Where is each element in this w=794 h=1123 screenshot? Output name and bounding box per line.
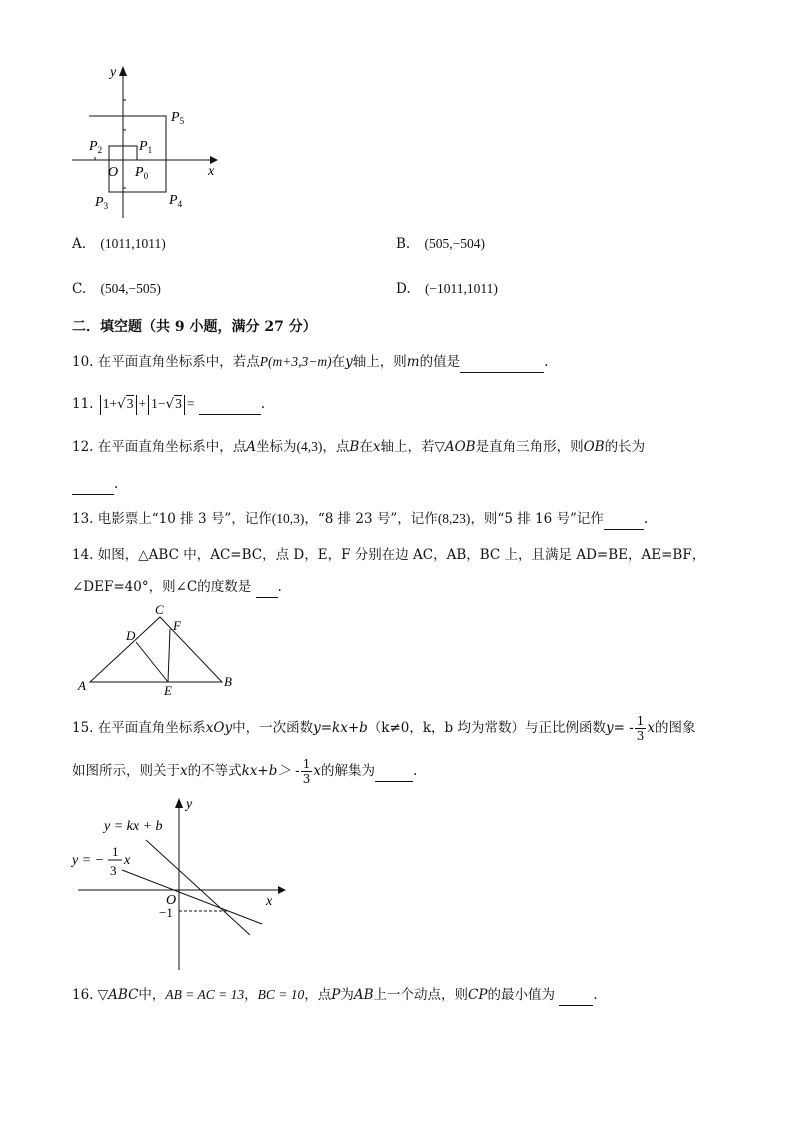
question-13: [72, 509, 648, 530]
q15-text-2: 中，一次函数: [232, 720, 314, 736]
label-p5: $P_5$: [171, 110, 185, 126]
q12-triangle: ▽AOB: [434, 439, 476, 455]
origin-label: O: [166, 893, 177, 908]
label-p1: $P_1$: [139, 139, 153, 155]
q15-text-3: （k≠0，k，b 均为常数）与正比例函数: [367, 720, 606, 736]
y-axis-label: y: [186, 797, 193, 812]
line-kx-plus-b-label: y = kx + b: [104, 819, 163, 834]
label-d: D: [126, 628, 136, 643]
question-15-line2: [72, 757, 417, 786]
label-p3: $P_3$: [95, 195, 109, 211]
q12-coord: (4,3): [296, 439, 323, 454]
question-14: [72, 545, 705, 565]
q14-line-1: 如图，△ABC 中，AC=BC，点 D，E，F 分别在边 AC，AB，BC 上，且满足 AD=BE，AE=BF，: [97, 547, 706, 563]
q11-answer-blank[interactable]: [199, 394, 261, 415]
q16-equation-1: AB = AC = 13: [165, 987, 245, 1002]
q15-text-6: 的不等式: [187, 763, 242, 779]
q14-answer-blank[interactable]: [256, 577, 278, 598]
q15-text-8: 的解集为: [321, 763, 375, 779]
q13-coord-1: (10,3): [271, 511, 305, 526]
abs-bar: [148, 395, 149, 415]
fraction-numerator: 1: [112, 844, 119, 859]
label-e: E: [164, 683, 172, 697]
question-11: 11. 1+√3 + 1−√3 = .: [72, 394, 265, 415]
q16-text-2: ，点: [304, 987, 332, 1003]
q11-sqrt-2: 3: [175, 396, 182, 411]
option-d-value: (−1011,1011): [424, 281, 498, 296]
q15-func-2: y= -: [605, 720, 634, 736]
question-10: [72, 352, 548, 373]
segment-ef: [168, 629, 170, 682]
q12-var-x: x: [372, 439, 381, 455]
q13-end: .: [643, 511, 649, 527]
label-f: F: [173, 618, 181, 633]
q10-var-m: m: [406, 354, 420, 370]
q15-text-4: 的图象: [655, 720, 696, 736]
q15-text-1: 在平面直角坐标系: [97, 720, 206, 736]
x-axis-label: x: [266, 894, 273, 909]
q12-text-2: 坐标为: [256, 439, 297, 455]
q13-answer-blank[interactable]: [604, 509, 644, 530]
option-a: [72, 234, 166, 254]
fraction-denominator: 3: [110, 863, 117, 878]
figure-triangle: [72, 602, 242, 697]
q12-text-4: 在: [359, 439, 373, 455]
option-b-value: (505,−504): [424, 236, 485, 251]
q15-end: .: [413, 763, 418, 779]
q14-number: 14.: [72, 547, 94, 563]
q12-end: .: [114, 476, 119, 492]
section-title: 二．填空题（共 9 小题，满分 27 分）: [72, 319, 317, 335]
q12-segment-ob: OB: [583, 439, 605, 455]
question-12-line2: [72, 474, 118, 495]
question-12: [72, 437, 645, 457]
line-neg-third-x: x: [124, 853, 131, 868]
q12-text-3: ，点: [322, 439, 350, 455]
segment-de: [136, 642, 168, 682]
option-a-label: A.: [72, 236, 87, 252]
q16-segment-cp: CP: [468, 987, 488, 1003]
q11-sqrt-1: 3: [126, 396, 134, 411]
option-b: [396, 234, 485, 254]
q10-number: 10.: [72, 354, 94, 370]
q11-number: 11.: [72, 396, 94, 412]
q15-xoy: xOy: [205, 720, 233, 736]
q11-expr-1: 1+: [102, 396, 118, 411]
q13-text-3: ，则“5 排 16 号”记作: [470, 511, 604, 527]
q16-comma: ，: [244, 987, 258, 1003]
q15-var-x: x: [180, 763, 188, 779]
q15-func-2-x: x: [647, 720, 656, 736]
option-b-label: B.: [396, 236, 411, 252]
x-axis-arrow: [210, 156, 218, 164]
abs-bar: [184, 395, 185, 415]
q10-text-4: 的值是: [419, 354, 461, 370]
q12-text-7: 的长为: [604, 439, 646, 455]
option-d: [396, 279, 498, 299]
fraction-denominator: 3: [636, 729, 645, 743]
question-15: [72, 714, 696, 743]
label-p0: $P_0$: [135, 165, 149, 181]
question-16: [72, 985, 598, 1006]
q12-point-a: A: [246, 439, 257, 455]
q12-number: 12.: [72, 439, 94, 455]
q15-inequality: kx+b＞ -: [241, 763, 300, 779]
fraction: [301, 757, 313, 786]
q15-func-1: y=kx+b: [313, 720, 368, 736]
q11-equals: =: [186, 396, 195, 411]
triangle-abc: [90, 617, 222, 682]
q14-end: .: [277, 579, 282, 595]
q10-text-1: 在平面直角坐标系中，若点: [97, 354, 260, 370]
q16-text-4: 上一个动点，则: [373, 987, 469, 1003]
fraction-numerator: 1: [636, 714, 645, 728]
q16-end: .: [593, 987, 598, 1003]
question-14-line2: [72, 577, 282, 598]
q11-end: .: [260, 396, 266, 412]
figure-point-spiral: [60, 60, 230, 220]
q12-text-5: 轴上，若: [380, 439, 435, 455]
q12-text-1: 在平面直角坐标系中，点: [97, 439, 247, 455]
q16-text-5: 的最小值为: [487, 987, 555, 1003]
q16-answer-blank[interactable]: [559, 985, 593, 1006]
fraction-numerator: 1: [302, 757, 311, 771]
line-neg-third-x: [122, 870, 262, 924]
q13-coord-2: (8,23): [437, 511, 471, 526]
q14-line-2: ∠DEF=40°，则∠C的度数是: [72, 579, 252, 595]
q16-equation-2: BC = 10: [257, 987, 305, 1002]
option-c-value: (504,−505): [100, 281, 161, 296]
q10-point: P(m+3,3−m): [259, 354, 332, 369]
fraction-denominator: 3: [302, 772, 311, 786]
line-neg-third-label: y = −: [72, 853, 105, 868]
label-p2: $P_2$: [89, 139, 103, 155]
q10-text-3: 轴上，则: [352, 354, 407, 370]
figure-linear-functions: [68, 792, 298, 972]
x-axis-arrow: [278, 886, 286, 894]
q10-text-2: 在: [331, 354, 346, 370]
q11-plus: +: [138, 396, 147, 411]
q16-number: 16.: [72, 987, 94, 1003]
y-axis-arrow: [175, 798, 183, 808]
label-c: C: [155, 602, 164, 617]
q16-point-p: P: [331, 987, 341, 1003]
minus-one-label: −1: [159, 905, 173, 920]
q12-answer-blank[interactable]: [72, 474, 114, 495]
label-a: A: [78, 678, 86, 693]
option-c-label: C.: [72, 281, 87, 297]
q16-segment-ab: AB: [353, 987, 374, 1003]
q15-ineq-x: x: [313, 763, 321, 779]
q11-expr-2: 1−: [151, 396, 166, 411]
q15-text-5: 如图所示，则关于: [72, 763, 180, 779]
q13-text-2: ，“8 排 23 号”，记作: [304, 511, 438, 527]
abs-bar: [100, 395, 101, 415]
q12-text-6: 是直角三角形，则: [475, 439, 584, 455]
q13-text-1: 电影票上“10 排 3 号”，记作: [97, 511, 272, 527]
q13-number: 13.: [72, 511, 94, 527]
q16-text-1: 中，: [138, 987, 166, 1003]
q15-answer-blank[interactable]: [375, 761, 413, 782]
y-axis-label: y: [110, 65, 117, 80]
x-axis-label: x: [208, 164, 215, 179]
y-axis-arrow: [119, 66, 127, 76]
q10-end: .: [544, 354, 549, 370]
q12-point-b: B: [349, 439, 360, 455]
line-kx-plus-b: [146, 840, 250, 935]
q16-text-3: 为: [340, 987, 354, 1003]
q10-var-y: y: [345, 354, 353, 370]
fraction: [635, 714, 647, 743]
q10-answer-blank[interactable]: [460, 352, 544, 373]
option-d-label: D.: [396, 281, 411, 297]
option-c: [72, 279, 161, 299]
origin-label: O: [108, 165, 119, 180]
abs-bar: [136, 395, 137, 415]
label-p4: $P_4$: [169, 193, 183, 209]
q15-number: 15.: [72, 720, 94, 736]
q16-triangle: ▽ABC: [97, 987, 139, 1003]
option-a-value: (1011,1011): [100, 236, 166, 251]
label-b: B: [224, 674, 232, 689]
